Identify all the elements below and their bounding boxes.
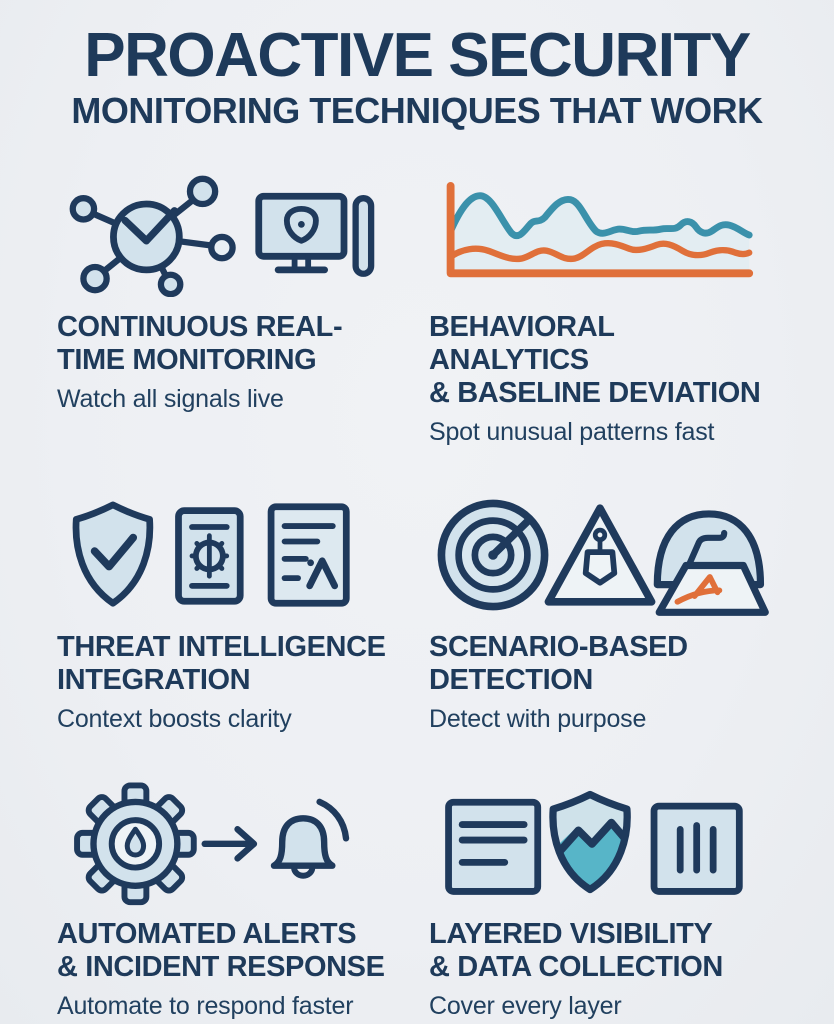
section-subtitle: Detect with purpose (429, 705, 647, 734)
icon-row (429, 171, 777, 299)
alerts-icon-group (57, 778, 367, 906)
section-subtitle: Cover every layer (429, 992, 622, 1021)
heading-line-1: BEHAVIORAL ANALYTICS (429, 310, 615, 376)
bug-report-icon (179, 511, 241, 602)
radar-target-icon (441, 503, 544, 606)
page-subtitle: MONITORING TECHNIQUES THAT WORK (71, 90, 763, 132)
log-document-icon (449, 802, 538, 891)
page-title: PROACTIVE SECURITY (84, 21, 750, 90)
heading-line-2: & INCIDENT RESPONSE (57, 951, 385, 984)
section-heading (57, 311, 405, 377)
heading-line-2: & DATA COLLECTION (429, 951, 723, 984)
threat-intel-icon-group (57, 493, 381, 617)
section-heading (57, 631, 405, 697)
network-nodes-icon (73, 179, 233, 294)
section-subtitle: Spot unusual patterns fast (429, 417, 715, 446)
icon-row (429, 778, 777, 906)
heading-line-1: THREAT INTELLIGENCE (57, 630, 386, 663)
section-heading (429, 918, 777, 984)
tower-bar-icon (356, 198, 372, 274)
section-heading (429, 631, 777, 697)
section-heading (57, 918, 405, 984)
monitor-shield-icon (259, 196, 344, 270)
section-subtitle: Context boosts clarity (57, 705, 292, 734)
icon-row (57, 778, 405, 906)
section-subtitle: Watch all signals live (57, 384, 284, 413)
arrow-right-icon (205, 829, 254, 858)
line-chart-icon (429, 174, 759, 296)
sections-grid (57, 171, 777, 1021)
section-behavioral-analytics (429, 171, 777, 447)
title-block (57, 21, 777, 132)
heading-line-1: LAYERED VISIBILITY (429, 918, 713, 951)
section-layered-visibility (429, 778, 777, 1021)
scenario-icon-group (429, 491, 771, 619)
shield-check-icon (76, 505, 150, 603)
heading-line-1: CONTINUOUS REAL- (57, 310, 343, 343)
icon-row (429, 491, 777, 619)
section-subtitle: Automate to respond faster (57, 992, 354, 1021)
visibility-icon-group (429, 779, 755, 905)
section-automated-alerts (57, 778, 405, 1021)
icon-row (57, 171, 405, 299)
section-heading (429, 311, 777, 410)
gear-icon (77, 786, 194, 903)
threat-document-icon (271, 507, 346, 603)
warning-flask-triangle-icon (548, 508, 651, 602)
icon-row (57, 491, 405, 619)
monitoring-icon-group (57, 173, 383, 297)
heading-line-2: TIME MONITORING (57, 343, 317, 376)
alert-bell-icon (274, 802, 346, 876)
section-continuous-monitoring (57, 171, 405, 447)
heading-line-2: DETECTION (429, 664, 593, 697)
shield-mountain-icon (544, 795, 637, 900)
section-scenario-detection (429, 491, 777, 734)
heading-line-1: SCENARIO-BASED (429, 630, 688, 663)
heading-line-2: & BASELINE DEVIATION (429, 376, 761, 409)
data-bars-icon (654, 806, 739, 891)
heading-line-1: AUTOMATED ALERTS (57, 918, 357, 951)
section-threat-intelligence (57, 491, 405, 734)
anomaly-mountain-icon (657, 514, 765, 612)
heading-line-2: INTEGRATION (57, 664, 251, 697)
